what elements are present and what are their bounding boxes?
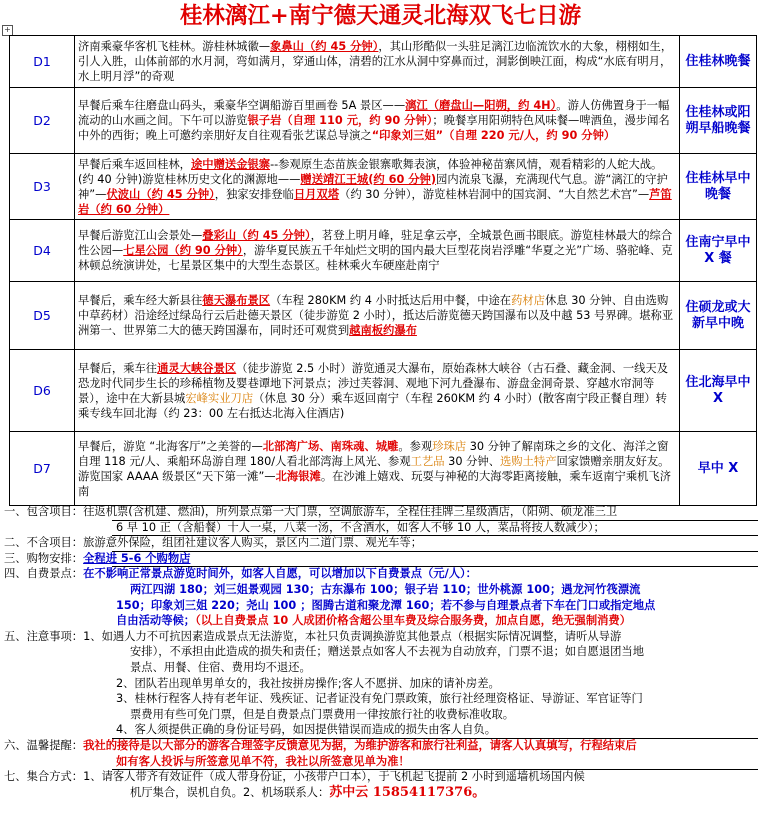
divider-line (112, 535, 758, 536)
description-text: 。游人仿佛置身于一幅流动的山水画之间。下午可以游览 (78, 99, 670, 127)
highlight-text: 象鼻山（约 45 分钟） (270, 40, 379, 53)
stay-meals: 住桂林晚餐 (680, 36, 757, 88)
notes-section (4, 504, 758, 800)
airport-contact-phone: 苏中云 15854117376。 (329, 784, 486, 800)
tip-label: 六、温馨提醒： (4, 738, 84, 752)
description-text: 30 分钟、 (444, 454, 500, 468)
description-text: 。参观 (398, 439, 433, 453)
meeting-line-2: 机厅集合，误机自负。2、机场联系人： (130, 785, 330, 799)
highlight-text: 北部湾广场、南珠魂、城雕 (262, 439, 399, 453)
highlight-text: 选购土特产 (500, 454, 557, 468)
stay-meals: 住桂林早中晚餐 (680, 154, 757, 220)
self-paid-disclaimer: （以上自费景点 10 人成团价格含超公里车费及综合服务费，加点自愿，绝无强制消费） (195, 614, 632, 628)
day-description (75, 432, 680, 506)
description-text: 济南乘豪华客机飞桂林。游桂林城徽— (78, 40, 271, 53)
stay-meals: 早中 X (680, 432, 757, 506)
caution-label: 五、注意事项： (4, 629, 84, 643)
day-label: D6 (10, 350, 75, 432)
description-text: 早餐后，乘车经大新县往 (78, 294, 203, 307)
caution-3-line-2: 票费用有些可免门票，但是自费景点门票费用一律按旅行社的收费标准收取。 (130, 707, 515, 721)
description-text: 休息 30 分钟、自由选购中草药材）沿途经过绿岛行云后赴德天景区（徒步游览 2 小时），抵达后游览德天跨国瀑布以及中越 53 号界碑。堪称亚洲第一、世界第二大的德天跨国瀑布，同时还可观赏到 (78, 294, 674, 337)
description-text: ，游华夏民族五千年灿烂文明的国内最大巨型花岗岩浮雕“华夏之光”广场、骆驼峰、克林顿总统演讲处，七星景区集中的大型生态景区。桂林乘火车硬座赴南宁 (78, 244, 673, 272)
highlight-text: 珍珠店 (432, 439, 467, 453)
caution-1-line-2: 安排），不承担由此造成的损失和责任；赠送景点如客人不去视为自动放弃，门票不退；如自愿退团当地 (130, 645, 645, 659)
shopping-text: 全程进 5-6 个购物店 (83, 551, 191, 565)
self-paid-line-2: 两江四湖 180；刘三姐景观园 130；古东瀑布 100；银子岩 110；世外桃源 100；遇龙河竹筏漂流 (130, 582, 641, 596)
include-line-1: 往返机票(含机建、燃油)，所列景点第一大门票，空调旅游车，全程住挂牌三星级酒店，（阳朔、硕龙准三卫 (83, 505, 618, 518)
include-label: 一、包含项目： (4, 505, 84, 518)
stay-meals: 住南宁早中 X 餐 (680, 220, 757, 282)
exclude-row (4, 535, 758, 551)
caution-2: 2、团队若出现单男单女的，我社按拼房操作;客人不愿拼、加床的请补房差。 (116, 676, 500, 690)
description-text: （约 30 分钟），游览桂林岩洞中的国宾洞、“大自然艺术宫”— (339, 187, 650, 201)
day-label: D4 (10, 220, 75, 282)
self-paid-wait-text: 自由活动等候； (116, 614, 196, 628)
highlight-text: 漓江（磨盘山—阳朔，约 4H） (405, 99, 557, 112)
meeting-row (4, 769, 758, 785)
itinerary-row (10, 220, 757, 282)
self-paid-line-4 (4, 613, 758, 629)
day-label: D7 (10, 432, 75, 506)
highlight-text: 北海银滩 (275, 469, 321, 483)
meeting-line-2-row (4, 785, 758, 801)
shopping-row (4, 551, 758, 567)
day-description (75, 220, 680, 282)
description-text: ，茗登上明月峰，驻足拿云亭，全城景色画书眼底。游览桂林最大的综合性公园— (78, 229, 673, 257)
highlight-text: 七星公园（约 90 分钟） (123, 244, 243, 257)
meeting-line-1: 1、请客人带齐有效证件（成人带身份证，小孩带户口本），于飞机起飞提前 2 小时到遥墙机场国内候 (83, 770, 585, 784)
highlight-text: 叠彩山（约 45 分钟） (202, 229, 311, 242)
description-text: 园内流泉飞瀑，充满现代气息。游“漓江的守护神”— (78, 172, 668, 201)
meeting-label: 七、集合方式： (4, 770, 84, 784)
include-row (4, 504, 758, 520)
day-description (75, 350, 680, 432)
tip-line-2: 如有客人投诉与所签意见单不符，我社以所签意见单为准！ (116, 754, 410, 768)
description-text: ，其山形酷似一头驻足漓江边临流饮水的大象，栩栩如生，引人入胜，山体前部的水月洞，弯如满月，穿通山体，清碧的江水从洞中穿鼻而过，洞影倒映江面，构成“水底有明月，水上明月浮”的奇观 (78, 40, 673, 83)
description-text: 早餐后乘车返回桂林， (78, 157, 191, 171)
divider-line (112, 520, 758, 521)
tip-row (4, 738, 758, 754)
caution-1-line-1: 1、如遇人力不可抗因素造成景点无法游览，本社只负责调换游览其他景点（根据实际情况调整，请听从导游 (83, 629, 622, 643)
exclude-label: 二、不含项目： (4, 536, 84, 550)
description-text: 回家馈赠亲朋友好友。游览国家 AAAA 级景区“天下第一滩”— (78, 454, 670, 483)
table-move-handle-icon[interactable]: + (2, 25, 13, 36)
highlight-text: 赠送靖江王城(约 60 分钟) (300, 172, 437, 186)
divider-line (112, 769, 758, 770)
day-label: D5 (10, 282, 75, 350)
highlight-text: 越南板约瀑布 (349, 324, 417, 337)
description-text: 。在沙滩上嬉戏、玩耍与神秘的大海零距离接触，乘车返南宁乘机飞济南 (78, 469, 672, 498)
itinerary-row (10, 88, 757, 154)
highlight-text: “印象刘三姐”（自理 220 元/人，约 90 分钟） (371, 129, 616, 142)
highlight-text: 途中赠送金银寨 (190, 157, 271, 171)
self-paid-row (4, 566, 758, 582)
description-text: 早餐后，乘车往 (78, 361, 158, 375)
page-title: 桂林漓江+南宁德天通灵北海双飞七日游 (179, 3, 582, 29)
itinerary-row (10, 350, 757, 432)
highlight-text: 伏波山（约 45 分钟） (106, 187, 215, 201)
self-paid-line-3: 150；印象刘三姐 220；尧山 100 ；图腾古道和聚龙潭 160；若不参与自理景点者下车在门口或指定地点 (116, 598, 656, 612)
description-text: 早餐后乘车往磨盘山码头，乘豪华空调船游百里画卷 5A 景区—— (78, 99, 406, 112)
highlight-text: 宏峰实业刀店 (185, 391, 254, 405)
exclude-text: 旅游意外保险，组团社建议客人购买，景区内二道门票、观光车等； (83, 536, 423, 550)
itinerary-row (10, 154, 757, 220)
description-text: （休息 30 分）乘车返回南宁（车程 260KM 约 4 小时）(散客南宁段正餐自理）转乘专线车回北海（约 23：00 左右抵达北海入住酒店) (78, 391, 667, 420)
stay-meals: 住北海早中 X (680, 350, 757, 432)
day-label: D1 (10, 36, 75, 88)
day-label: D2 (10, 88, 75, 154)
caution-3-line-1: 3、桂林行程客人持有老年证、残疾证、记者证没有免门票政策，旅行社经理资格证、导游证、军官证等门 (116, 692, 643, 706)
include-line-2: 6 早 10 正（含船餐）十人一桌，八菜一汤，不含酒水，如客人不够 10 人，菜品将按人数减少）； (116, 520, 605, 534)
description-text: 早餐后游览江山会景处— (78, 229, 203, 242)
highlight-text: 药材店 (511, 294, 546, 307)
caution-1-line-3: 景点、用餐、住宿、费用均不退还。 (130, 660, 311, 674)
description-text: ，独家安排登临 (214, 187, 294, 201)
caution-row (4, 629, 758, 645)
tip-line-1: 我社的接待是以大部分的游客合理签字反馈意见为据，为维护游客和旅行社利益，请客人认真填写，行程结束后 (83, 738, 637, 752)
day-description (75, 88, 680, 154)
description-text: ；晚餐享用阳朔特色风味餐—啤酒鱼，漫步闻名中外的西街；晚上可邀约亲朋好友自往观看张艺谋总导演之 (78, 114, 670, 142)
day-description (75, 36, 680, 88)
self-paid-line-1: 在不影响正常景点游览时间外，如客人自愿，可以增加以下自费景点（元/人）： (83, 567, 477, 581)
description-text: （车程 280KM 约 4 小时抵达后用中餐，中途在 (270, 294, 512, 307)
day-description (75, 282, 680, 350)
stay-meals: 住桂林或阳朔早船晚餐 (680, 88, 757, 154)
highlight-text: 日月双塔 (293, 187, 340, 201)
highlight-text: 德天瀑布景区 (202, 294, 271, 307)
divider-line (112, 738, 758, 739)
day-description (75, 154, 680, 220)
caution-4: 4、客人须提供正确的身份证号码，如因提供错误而造成的损失由客人自负。 (116, 723, 496, 737)
divider-line (112, 551, 758, 552)
highlight-text: 工艺品 (410, 454, 445, 468)
shopping-label: 三、购物安排： (4, 551, 84, 565)
day-label: D3 (10, 154, 75, 220)
highlight-text: 芦笛岩（约 60 分钟） (78, 187, 672, 216)
highlight-text: 银子岩（自理 110 元，约 90 分钟） (247, 114, 433, 127)
description-text: （徒步游览 2.5 小时）游览通灵大瀑布，原始森林大峡谷（古石叠、藏金洞、一线天及恐龙时代同步生长的珍稀植物及婴巷谭地下河景点；涉过芙蓉洞、观地下河九叠瀑布、游盘金洞奇景、穿越水帘洞等景），途中在大新县城 (78, 361, 669, 405)
itinerary-row (10, 282, 757, 350)
itinerary-row (10, 432, 757, 506)
divider-line (112, 566, 758, 567)
stay-meals: 住硕龙或大新早中晚 (680, 282, 757, 350)
description-text: 早餐后，游览 “北海客厅”之美誉的— (78, 439, 263, 453)
itinerary-table (9, 35, 757, 506)
self-paid-label: 四、自费景点： (4, 567, 84, 581)
itinerary-row (10, 36, 757, 88)
highlight-text: 通灵大峡谷景区 (157, 361, 237, 375)
description-text: --参观原生态苗族金银寨歌舞表演，体验神秘苗寨风情，观看精彩的人蛇大战。(约 40 分钟)游览桂林历史文化的渊源地—— (78, 157, 663, 186)
description-text: 30 分钟了解南珠之乡的文化、海洋之窗自理 118 元/人、乘船环岛游自理 180/人看北部湾海上风光、参观 (78, 439, 669, 468)
